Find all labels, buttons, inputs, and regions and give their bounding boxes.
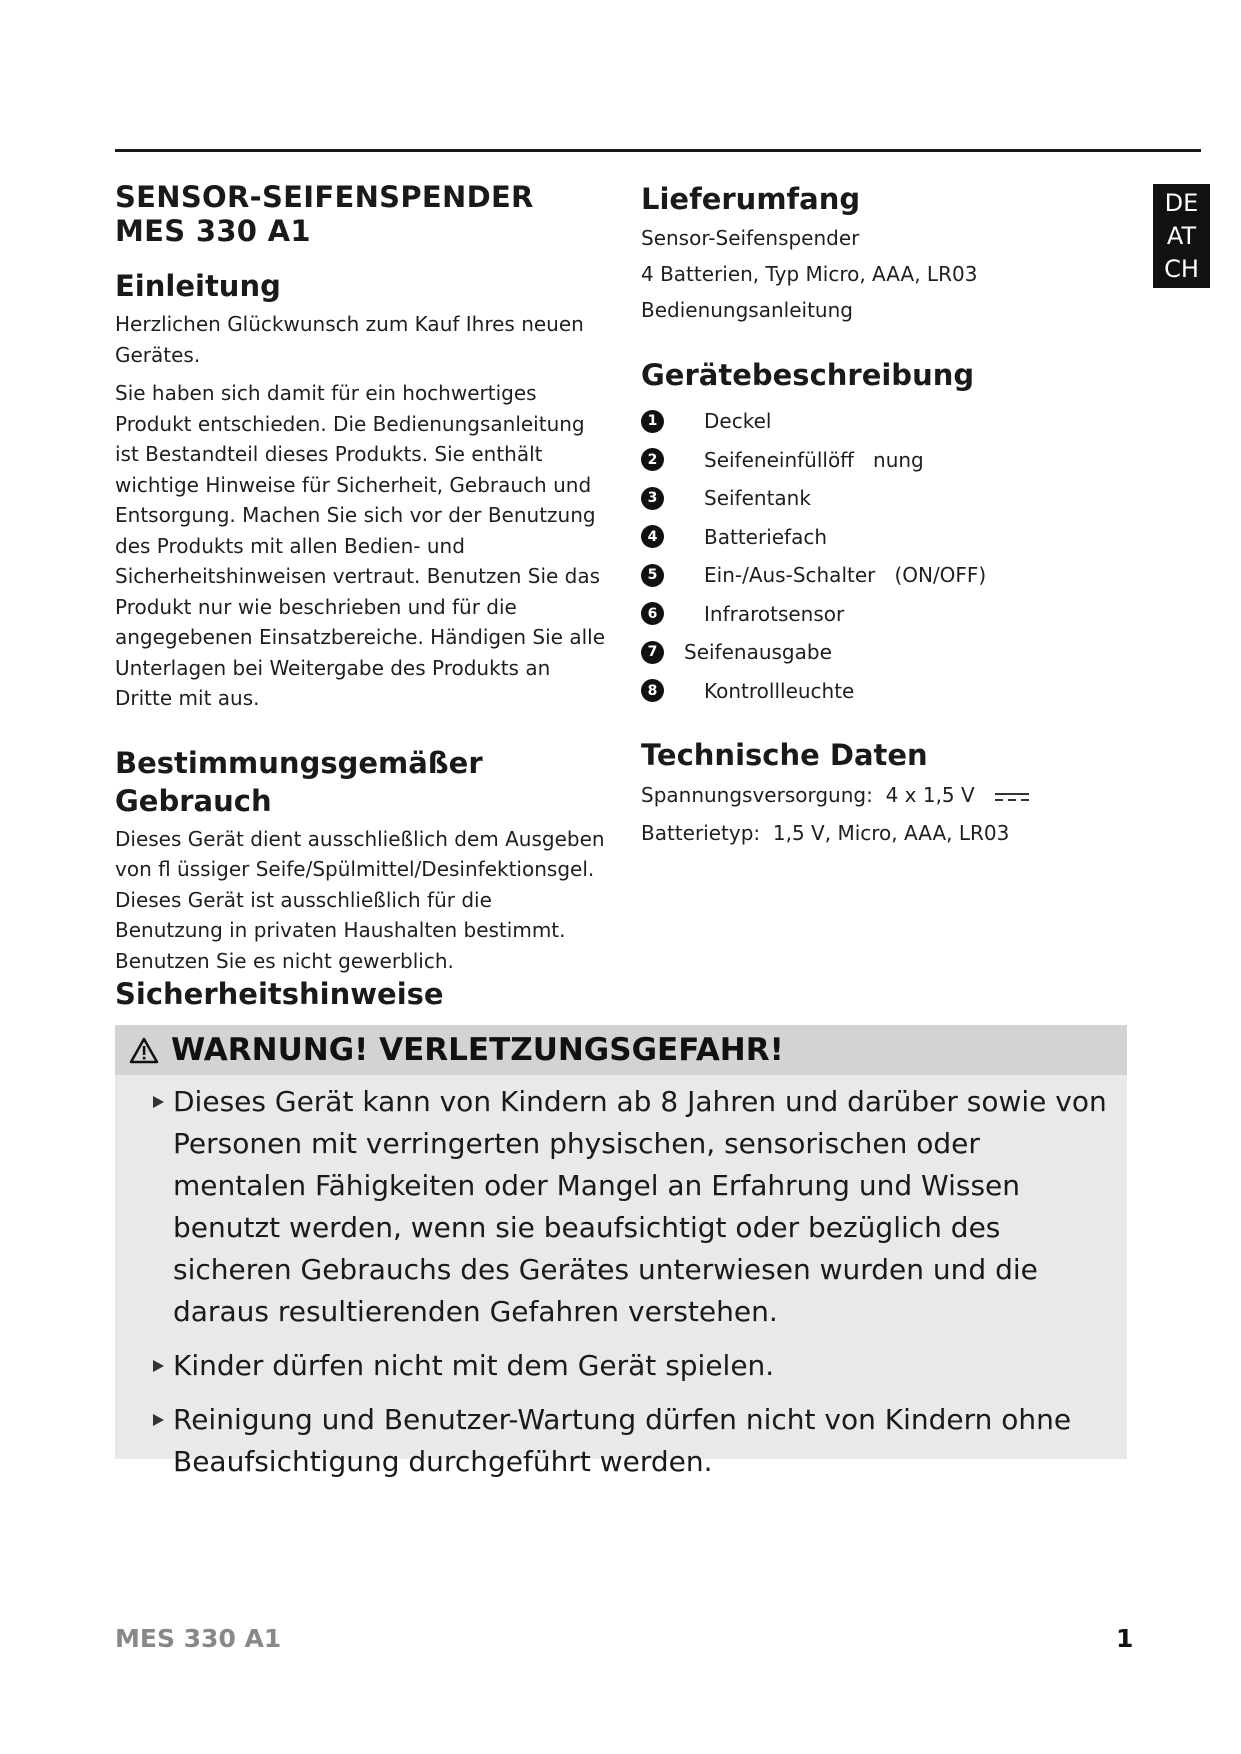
left-column [115, 180, 605, 976]
direct-current-icon [995, 793, 1029, 801]
tech-supply-row [641, 776, 1081, 814]
usage-heading-line1: Bestimmungsgemäßer [115, 745, 483, 780]
part-item [641, 672, 1081, 711]
part-number-badge: 4 [641, 525, 664, 548]
tech-heading: Technische Daten [641, 738, 928, 772]
part-number-badge: 8 [641, 679, 664, 702]
part-label: Seifeneinfüllöff nung [704, 447, 924, 472]
part-item [641, 518, 1081, 557]
warning-box [115, 1025, 1127, 1478]
intro-paragraph-1: Herzlichen Glückwunsch zum Kauf Ihres neuen Gerätes. [115, 312, 584, 367]
lang-at: AT [1166, 222, 1197, 250]
footer-model: MES 330 A1 [115, 1624, 282, 1653]
part-number-badge: 6 [641, 602, 664, 625]
tech-supply-value: 4 x 1,5 V [885, 783, 975, 807]
usage-heading [115, 744, 605, 820]
part-label: Infrarotsensor [704, 601, 845, 626]
warning-title: WARNUNG! VERLETZUNGSGEFAHR! [171, 1032, 784, 1068]
part-label: Seifentank [704, 486, 811, 511]
page-number: 1 [1116, 1624, 1134, 1653]
warning-item-text: Dieses Gerät kann von Kindern ab 8 Jahren und darüber sowie von Personen mit verringerten physischen, sensorischen oder mentalen Fähigkeiten oder Mangel an Erfahrung und Wissen benutzt werden, wenn sie beaufsichtigt oder bezüglich des sicheren Gebrauchs des Gerätes unterwiesen wurden und die daraus resultierenden Gefahren verstehen. [173, 1085, 1107, 1328]
right-column [641, 180, 1081, 852]
part-item [641, 556, 1081, 595]
bullet-arrow-icon [153, 1096, 164, 1108]
part-number-badge: 1 [641, 410, 664, 433]
part-number-badge: 5 [641, 564, 664, 587]
part-label: Seifenausgabe [684, 640, 832, 665]
part-number-badge: 3 [641, 487, 664, 510]
scope-item: 4 Batterien, Typ Micro, AAA, LR03 [641, 262, 978, 286]
scope-item: Sensor-Seifenspender [641, 226, 860, 250]
tech-battery-value: 1,5 V, Micro, AAA, LR03 [772, 821, 1010, 845]
warning-header [115, 1025, 1127, 1075]
scope-heading: Lieferumfang [641, 182, 861, 216]
part-label: Kontrollleuchte [704, 678, 855, 703]
bullet-arrow-icon [153, 1360, 164, 1372]
part-number-badge: 2 [641, 448, 664, 471]
tech-battery-label: Batterietyp: [641, 821, 761, 845]
bullet-arrow-icon [153, 1414, 164, 1426]
intro-paragraph-2: Sie haben sich damit für ein hochwertiges Produkt entschieden. Die Bedienungsanleitung ist Bestandteil dieses Produkts. Sie enthält wichtige Hinweise für Sicherheit, Gebrauch und Entsorgung. Machen Sie sich vor der Benutzung des Produkts mit allen Bedien- und Sicherheitshinweisen vertraut. Benutzen Sie das Produkt nur wie beschrieben und für die angegebenen Einsatzbereiche. Händigen Sie alle Unterlagen bei Weitergabe des Produkts an Dritte mit aus. [115, 381, 606, 710]
tech-battery-row [641, 814, 1081, 852]
usage-paragraph: Dieses Gerät dient ausschließlich dem Ausgeben von fl üssiger Seife/Spülmittel/Desinfektionsgel. Dieses Gerät ist ausschließlich für die Benutzung in privaten Haushalten bestimmt. Benutzen Sie es nicht gewerblich. [115, 826, 605, 973]
part-label: Ein-/Aus-Schalter (ON/OFF) [704, 563, 987, 588]
tech-supply-label: Spannungsversorgung: [641, 783, 873, 807]
part-number-badge: 7 [641, 641, 664, 664]
part-item [641, 595, 1081, 634]
language-tab [1153, 184, 1210, 288]
part-item [641, 441, 1081, 480]
scope-item: Bedienungsanleitung [641, 298, 853, 322]
warning-item [151, 1345, 1109, 1387]
safety-heading: Sicherheitshinweise [115, 977, 444, 1011]
usage-heading-line2: Gebrauch [115, 783, 272, 818]
description-heading: Gerätebeschreibung [641, 358, 975, 392]
warning-item [151, 1399, 1109, 1483]
part-item [641, 479, 1081, 518]
warning-triangle-icon [129, 1037, 159, 1064]
part-label: Batteriefach [704, 524, 828, 549]
product-title-line1: SENSOR-SEIFENSPENDER [115, 180, 534, 214]
product-title-line2: MES 330 A1 [115, 214, 311, 248]
intro-heading: Einleitung [115, 269, 281, 303]
warning-item-text: Reinigung und Benutzer-Wartung dürfen nicht von Kindern ohne Beaufsichtigung durchgeführt werden. [173, 1403, 1072, 1478]
parts-list [641, 402, 1081, 710]
header-rule [115, 149, 1201, 152]
part-item [641, 402, 1081, 441]
part-item [641, 633, 1081, 672]
warning-item-text: Kinder dürfen nicht mit dem Gerät spielen. [173, 1349, 775, 1382]
warning-item [151, 1081, 1109, 1333]
part-label: Deckel [704, 409, 772, 434]
warning-list [115, 1075, 1127, 1483]
lang-ch: CH [1164, 255, 1199, 283]
product-title [115, 180, 605, 248]
lang-de: DE [1164, 189, 1199, 217]
